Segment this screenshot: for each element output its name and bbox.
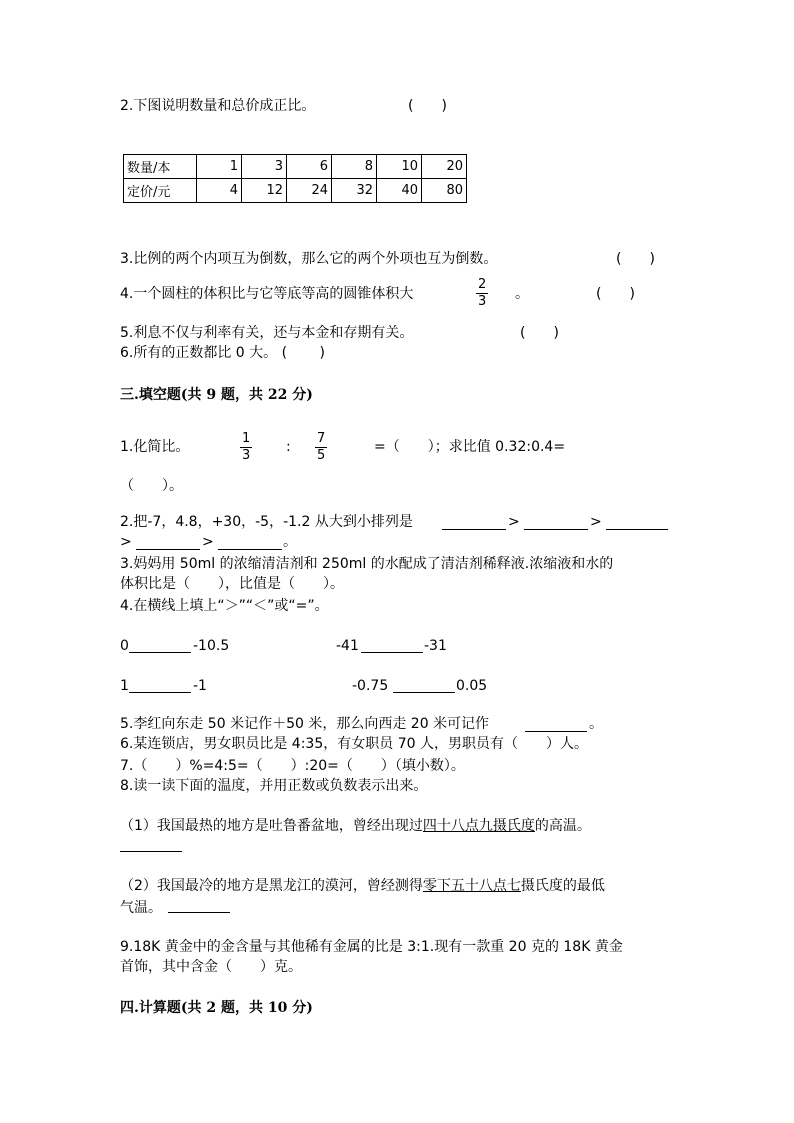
table-cell: 24: [287, 179, 332, 203]
table-cell: 4: [197, 179, 242, 203]
fraction: [240, 431, 252, 464]
table-row: [124, 155, 467, 179]
table-cell: 32: [332, 179, 377, 203]
question-3-text: 3.比例的两个内项互为倒数，那么它的两个外项也互为倒数。: [120, 251, 498, 267]
table-row: [124, 179, 467, 203]
fill-8-part1: [120, 817, 591, 835]
compare-left: 1: [120, 678, 129, 694]
compare-right: -1: [193, 678, 207, 694]
table-cell: 12: [242, 179, 287, 203]
compare-left: -41: [336, 638, 359, 654]
answer-blank[interactable]: [442, 529, 506, 530]
fill-9-line2: 首饰，其中含金（ ）克。: [120, 959, 302, 975]
fill-4-text: 4.在横线上填上“＞”“＜”或“=”。: [120, 598, 329, 614]
table-cell: 40: [377, 179, 422, 203]
table-cell: 6: [287, 155, 332, 179]
fill-8-part2-a: （2）我国最冷的地方是黑龙江的漠河，曾经测得: [120, 878, 423, 894]
fill-5-text: 5.李红向东走 50 米记作＋50 米，那么向西走 20 米可记作: [120, 716, 490, 732]
fraction: [476, 277, 488, 310]
fraction-denominator: 3: [478, 294, 487, 309]
answer-blank[interactable]: [168, 912, 230, 913]
answer-blank[interactable]: [525, 731, 587, 732]
question-4-text: 4.一个圆柱的体积比与它等底等高的圆锥体积大: [120, 286, 414, 302]
greater-than: >: [202, 534, 214, 550]
fill-7-text: 7.（ ）%=4:5=（ ）:20=（ ）（填小数）。: [120, 758, 465, 774]
question-5-text: 5.利息不仅与利率有关，还与本金和存期有关。: [120, 325, 414, 341]
underlined-phrase: 四十八点九摄氏度: [422, 818, 535, 834]
fraction-denominator: 3: [242, 448, 251, 463]
table-cell: 10: [377, 155, 422, 179]
fill-8-part2: [120, 877, 605, 895]
answer-blank[interactable]: [361, 652, 423, 653]
fill-2-end: 。: [283, 534, 297, 550]
answer-blank[interactable]: [129, 692, 191, 693]
answer-blank[interactable]: [136, 549, 200, 550]
fraction-numerator: 1: [242, 431, 251, 446]
compare-right: 0.05: [456, 678, 488, 694]
compare-left: -0.75: [352, 678, 389, 694]
fraction: [315, 431, 327, 464]
fill-8-part1-a: （1）我国最热的地方是吐鲁番盆地，曾经出现过: [120, 818, 423, 834]
fraction-numerator: 7: [317, 431, 326, 446]
answer-paren[interactable]: ( ): [520, 325, 559, 341]
fill-5-end: 。: [589, 716, 603, 732]
fraction-numerator: 2: [478, 277, 487, 292]
fill-1-text-c: （ ）。: [120, 478, 183, 494]
table-cell: 80: [422, 179, 467, 203]
fill-8-part2-c: 气温。: [120, 900, 162, 916]
fill-8-part1-b: 的高温。: [534, 818, 591, 834]
greater-than: >: [590, 514, 602, 530]
fraction-denominator: 5: [317, 448, 326, 463]
fill-2-text: 2.把-7，4.8，+30，-5，-1.2 从大到小排列是: [120, 514, 413, 530]
table-cell: 3: [242, 155, 287, 179]
ratio-colon: :: [286, 439, 291, 455]
fill-3-line1: 3.妈妈用 50ml 的浓缩清洁剂和 250ml 的水配成了清洁剂稀释液.浓缩液和水的: [120, 556, 614, 572]
answer-paren[interactable]: ( ): [408, 98, 447, 114]
answer-blank[interactable]: [524, 529, 588, 530]
answer-blank[interactable]: [129, 652, 191, 653]
answer-blank[interactable]: [120, 851, 182, 852]
fill-6-text: 6.某连锁店，男女职员比是 4:35，有女职员 70 人，男职员有（ ）人。: [120, 736, 588, 752]
compare-right: -31: [424, 638, 447, 654]
compare-right: -10.5: [193, 638, 230, 654]
greater-than: >: [508, 514, 520, 530]
question-4-end: 。: [515, 286, 529, 302]
fill-9-line1: 9.18K 黄金中的金含量与其他稀有金属的比是 3:1.现有一款重 20 克的 18K 黄金: [120, 939, 623, 955]
answer-blank[interactable]: [218, 549, 282, 550]
table-row-label: 定价/元: [124, 179, 197, 203]
answer-paren[interactable]: ( ): [596, 286, 635, 302]
answer-paren[interactable]: ( ): [616, 251, 655, 267]
answer-blank[interactable]: [393, 692, 455, 693]
fill-8-part2-b: 摄氏度的最低: [520, 878, 605, 894]
table-cell: 8: [332, 155, 377, 179]
section-heading: 四.计算题(共 2 题，共 10 分): [120, 1000, 313, 1016]
fill-8-text: 8.读一读下面的温度，并用正数或负数表示出来。: [120, 778, 428, 794]
greater-than: >: [120, 534, 132, 550]
table-cell: 20: [422, 155, 467, 179]
fill-3-line2: 体积比是（ ），比值是（ ）。: [120, 576, 344, 592]
answer-blank[interactable]: [606, 529, 668, 530]
table-row-label: 数量/本: [124, 155, 197, 179]
fill-1-text-b: =（ ）；求比值 0.32:0.4=: [374, 439, 566, 455]
question-6-text: 6.所有的正数都比 0 大。 ( ): [120, 345, 325, 361]
compare-left: 0: [120, 638, 129, 654]
question-2-text: 2.下图说明数量和总价成正比。: [120, 98, 316, 114]
table-cell: 1: [197, 155, 242, 179]
underlined-phrase: 零下五十八点七: [422, 878, 521, 894]
quantity-price-table: [123, 154, 467, 203]
fill-1-text: 1.化简比。: [120, 439, 190, 455]
section-heading: 三.填空题(共 9 题，共 22 分): [120, 387, 313, 403]
